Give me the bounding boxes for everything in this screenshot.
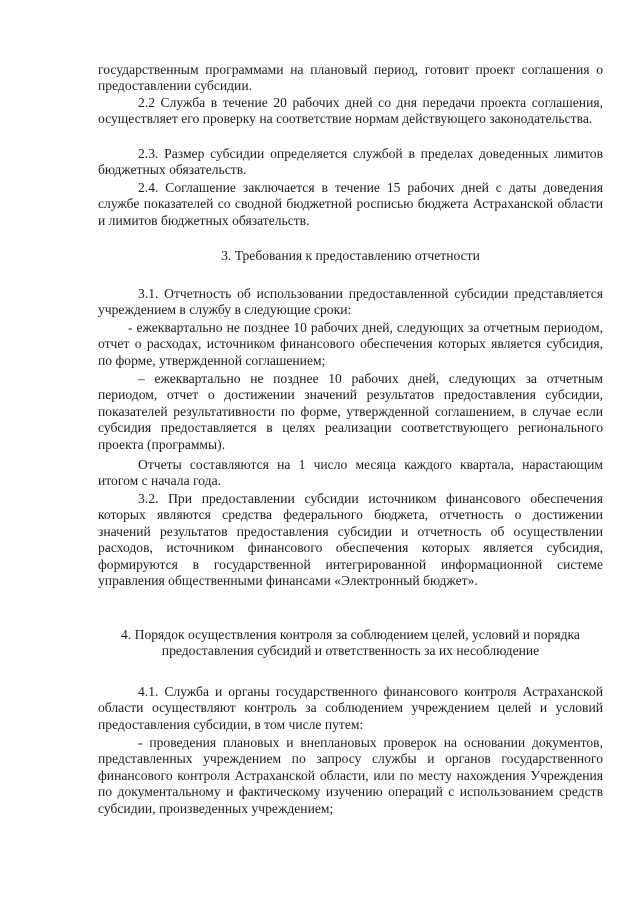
paragraph-3-2: 3.2. При предоставлении субсидии источником финансового обеспечения которых являются средства федерального бюджета, отчетность о достижении значений результатов предоставления субсидии и отчетность об осуществлении расходов, источником финансового обеспечения которых является субсидия, формируются в государственной интегрированной информационной системе управления общественными финансами «Электронный бюджет». [98, 491, 603, 589]
paragraph-4-1: 4.1. Служба и органы государственного финансового контроля Астраханской области осуществляют контроль за соблюдением учреждением целей и условий предоставления субсидии, в том числе путем: [98, 684, 603, 732]
paragraph-3-1: 3.1. Отчетность об использовании предоставленной субсидии представляется учреждением в службу в следующие сроки: [98, 286, 603, 318]
paragraph-2-1-end: государственным программами на плановый период, готовит проект соглашения о предоставлении субсидии. [98, 62, 603, 94]
paragraph-2-2: 2.2 Служба в течение 20 рабочих дней со дня передачи проекта соглашения, осуществляет его проверку на соответствие нормам действующего законодательства. [98, 95, 603, 127]
paragraph-2-3: 2.3. Размер субсидии определяется службой в пределах доведенных лимитов бюджетных обязательств. [98, 146, 603, 178]
section-4-heading: 4. Порядок осуществления контроля за соблюдением целей, условий и порядка предоставления субсидий и ответственность за их несоблюдение [121, 627, 580, 659]
paragraph-reports-note: Отчеты составляются на 1 число месяца каждого квартала, нарастающим итогом с начала года. [98, 457, 603, 489]
list-item-expense-report: - ежеквартально не позднее 10 рабочих дней, следующих за отчетным периодом, отчет о расходах, источником финансового обеспечения которых является субсидия, по форме, утвержденной соглашением; [98, 320, 603, 368]
list-item-results-report: – ежеквартально не позднее 10 рабочих дней, следующих за отчетным периодом, отчет о достижении значений результатов предоставления субсидии, показателей результативности по форме, утвержденной соглашением, в случае если субсидия предоставляется в целях реализации соответствующего регионального проекта (программы). [98, 371, 603, 452]
section-3-heading: 3. Требования к предоставлению отчетности [221, 248, 480, 263]
list-item-inspections: - проведения плановых и внеплановых проверок на основании документов, представленных учреждением по запросу службы и органов государственного финансового контроля Астраханской области, или по месту нахождения Учреждения по документальному и фактическому изучению операций с использованием средств субсидии, произведенных учреждением; [98, 735, 603, 816]
paragraph-2-4: 2.4. Соглашение заключается в течение 15 рабочих дней с даты доведения службе показателей со сводной бюджетной росписью бюджета Астраханской области и лимитов бюджетных обязательств. [98, 180, 603, 228]
